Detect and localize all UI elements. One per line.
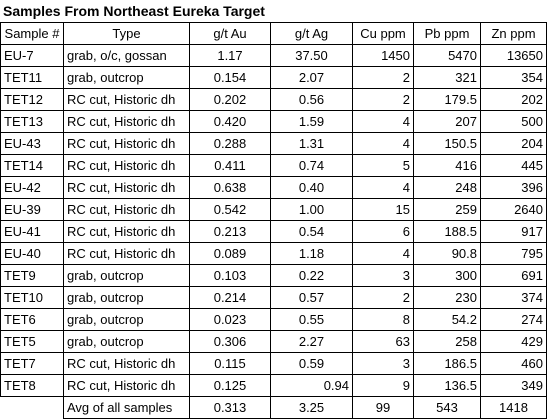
cell-pb: 207 [414,111,481,133]
cell-au: 0.115 [190,353,271,375]
cell-type: grab, outcrop [64,331,190,353]
cell-pb: 136.5 [414,375,481,397]
cell-pb: 321 [414,67,481,89]
cell-zn: 354 [481,67,547,89]
cell-zn: 274 [481,309,547,331]
samples-table [0,22,547,419]
table-row [1,309,547,331]
cell-sample: TET11 [1,67,64,89]
cell-type: RC cut, Historic dh [64,155,190,177]
cell-zn: 202 [481,89,547,111]
cell-ag: 1.59 [271,111,353,133]
cell-type: RC cut, Historic dh [64,243,190,265]
cell-zn: 2640 [481,199,547,221]
average-row [1,397,547,419]
cell-ag: 0.57 [271,287,353,309]
avg-ag: 3.25 [271,397,353,419]
cell-cu: 1450 [353,45,414,67]
cell-pb: 179.5 [414,89,481,111]
cell-pb: 416 [414,155,481,177]
cell-zn: 691 [481,265,547,287]
cell-ag: 1.31 [271,133,353,155]
header-cu: Cu ppm [353,23,414,45]
table-row [1,111,547,133]
cell-sample: EU-41 [1,221,64,243]
table-row [1,265,547,287]
cell-sample: TET8 [1,375,64,397]
cell-ag: 37.50 [271,45,353,67]
cell-type: grab, outcrop [64,265,190,287]
cell-cu: 4 [353,133,414,155]
cell-pb: 54.2 [414,309,481,331]
cell-sample: TET12 [1,89,64,111]
cell-sample: TET6 [1,309,64,331]
header-type: Type [64,23,190,45]
cell-ag: 0.22 [271,265,353,287]
cell-sample: TET14 [1,155,64,177]
cell-cu: 3 [353,353,414,375]
cell-type: RC cut, Historic dh [64,199,190,221]
cell-ag: 0.56 [271,89,353,111]
cell-cu: 8 [353,309,414,331]
header-ag: g/t Ag [271,23,353,45]
cell-pb: 186.5 [414,353,481,375]
avg-pb: 543 [414,397,481,419]
cell-type: grab, outcrop [64,309,190,331]
cell-au: 0.125 [190,375,271,397]
cell-au: 0.154 [190,67,271,89]
cell-au: 0.638 [190,177,271,199]
cell-au: 0.023 [190,309,271,331]
cell-zn: 374 [481,287,547,309]
cell-pb: 259 [414,199,481,221]
cell-sample: EU-40 [1,243,64,265]
cell-ag: 2.27 [271,331,353,353]
cell-type: grab, o/c, gossan [64,45,190,67]
cell-sample: TET10 [1,287,64,309]
cell-ag: 0.94 [271,375,353,397]
cell-ag: 0.55 [271,309,353,331]
cell-pb: 230 [414,287,481,309]
cell-au: 0.306 [190,331,271,353]
table-row [1,155,547,177]
table-row [1,287,547,309]
cell-ag: 0.40 [271,177,353,199]
cell-type: grab, outcrop [64,287,190,309]
cell-au: 0.411 [190,155,271,177]
cell-pb: 90.8 [414,243,481,265]
cell-ag: 0.54 [271,221,353,243]
cell-zn: 917 [481,221,547,243]
cell-type: RC cut, Historic dh [64,375,190,397]
cell-au: 0.288 [190,133,271,155]
table-row [1,89,547,111]
avg-au: 0.313 [190,397,271,419]
cell-cu: 2 [353,89,414,111]
cell-zn: 795 [481,243,547,265]
cell-pb: 248 [414,177,481,199]
cell-type: RC cut, Historic dh [64,133,190,155]
header-pb: Pb ppm [414,23,481,45]
cell-au: 0.213 [190,221,271,243]
cell-type: RC cut, Historic dh [64,177,190,199]
table-row [1,45,547,67]
table-row [1,375,547,397]
cell-type: RC cut, Historic dh [64,89,190,111]
cell-cu: 9 [353,375,414,397]
cell-sample: TET13 [1,111,64,133]
cell-ag: 2.07 [271,67,353,89]
cell-zn: 204 [481,133,547,155]
cell-pb: 300 [414,265,481,287]
table-row [1,243,547,265]
cell-ag: 1.00 [271,199,353,221]
cell-sample: EU-7 [1,45,64,67]
header-row [1,23,547,45]
avg-zn: 1418 [481,397,547,419]
table-title: Samples From Northeast Eureka Target [3,3,265,19]
cell-cu: 2 [353,67,414,89]
cell-pb: 150.5 [414,133,481,155]
cell-zn: 13650 [481,45,547,67]
cell-type: RC cut, Historic dh [64,221,190,243]
cell-pb: 258 [414,331,481,353]
cell-sample: EU-42 [1,177,64,199]
cell-au: 0.542 [190,199,271,221]
cell-zn: 396 [481,177,547,199]
header-au: g/t Au [190,23,271,45]
cell-cu: 2 [353,287,414,309]
cell-cu: 5 [353,155,414,177]
cell-pb: 188.5 [414,221,481,243]
header-sample: Sample # [1,23,64,45]
cell-cu: 4 [353,111,414,133]
table-body [1,23,547,419]
table-row [1,331,547,353]
cell-zn: 460 [481,353,547,375]
cell-zn: 500 [481,111,547,133]
cell-sample: EU-39 [1,199,64,221]
title-row [0,0,546,23]
cell-ag: 0.59 [271,353,353,375]
cell-au: 0.089 [190,243,271,265]
cell-pb: 5470 [414,45,481,67]
cell-au: 0.420 [190,111,271,133]
cell-zn: 349 [481,375,547,397]
cell-au: 0.103 [190,265,271,287]
cell-type: grab, outcrop [64,67,190,89]
cell-type: RC cut, Historic dh [64,353,190,375]
cell-cu: 3 [353,265,414,287]
avg-cu: 99 [353,397,414,419]
cell-sample: TET9 [1,265,64,287]
cell-sample: EU-43 [1,133,64,155]
cell-cu: 4 [353,243,414,265]
cell-au: 1.17 [190,45,271,67]
table-row [1,177,547,199]
cell-ag: 1.18 [271,243,353,265]
cell-ag: 0.74 [271,155,353,177]
header-zn: Zn ppm [481,23,547,45]
cell-au: 0.202 [190,89,271,111]
table-row [1,133,547,155]
cell-cu: 15 [353,199,414,221]
table-row [1,199,547,221]
cell-zn: 445 [481,155,547,177]
cell-au: 0.214 [190,287,271,309]
cell-cu: 63 [353,331,414,353]
empty-cell [1,397,64,419]
cell-zn: 429 [481,331,547,353]
cell-type: RC cut, Historic dh [64,111,190,133]
cell-sample: TET7 [1,353,64,375]
table-row [1,353,547,375]
cell-cu: 4 [353,177,414,199]
cell-cu: 6 [353,221,414,243]
average-label: Avg of all samples [64,397,190,419]
cell-sample: TET5 [1,331,64,353]
table-row [1,221,547,243]
table-row [1,67,547,89]
